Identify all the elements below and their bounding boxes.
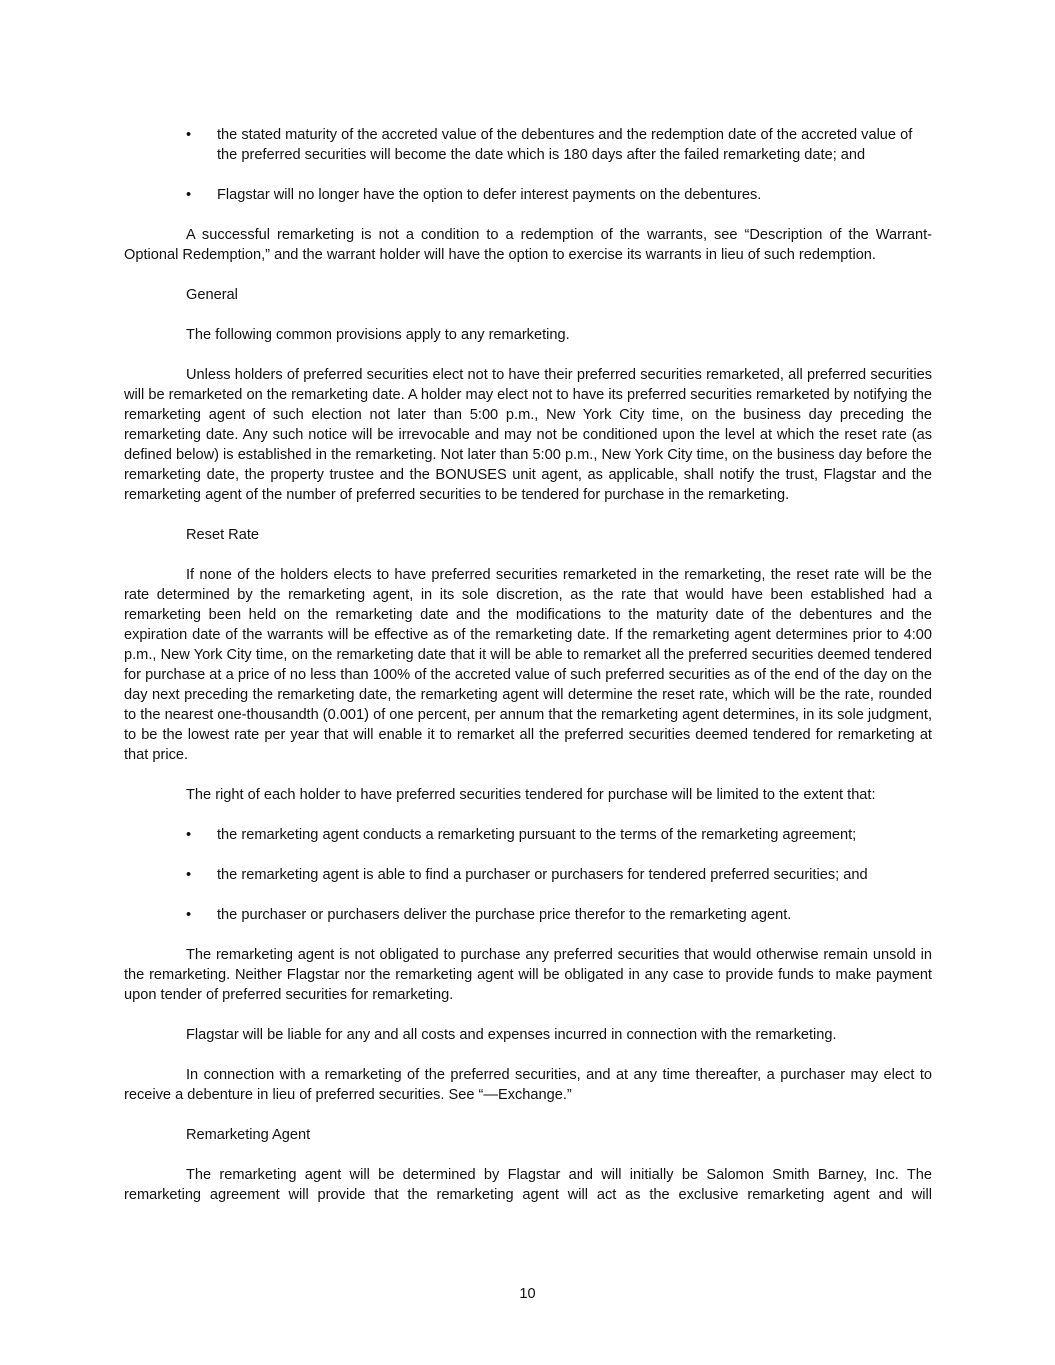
list-item: [124, 905, 932, 925]
paragraph-remarketing-agent: The remarketing agent will be determined by Flagstar and will initially be Salomon Smith Barney, Inc. The remarketing agreement will provide that the remarketing agent will act as the exclusive remarketing agent and will: [124, 1167, 932, 1203]
list-item-text: the stated maturity of the accreted value of the debentures and the redemption date of the accreted value of the preferred securities will become the date which is 180 days after the failed remarketing date; and: [217, 127, 913, 163]
bullet-icon: •: [186, 867, 192, 883]
paragraph-successful-remarketing: A successful remarketing is not a condition to a redemption of the warrants, see “Description of the Warrant-Optional Redemption,” and the warrant holder will have the option to exercise its warrants in lieu of such redemption.: [124, 227, 932, 263]
bullet-icon: •: [186, 907, 192, 923]
bullet-icon: •: [186, 127, 192, 143]
section-heading-general: General: [186, 287, 238, 303]
paragraph-in-connection: In connection with a remarketing of the preferred securities, and at any time thereafter, a purchaser may elect to receive a debenture in lieu of preferred securities. See “—Exchange.”: [124, 1067, 932, 1103]
list-item: [124, 825, 932, 845]
list-item-text: the remarketing agent conducts a remarketing pursuant to the terms of the remarketing agreement;: [217, 827, 857, 843]
document-page: [124, 125, 932, 1225]
page-number: 10: [519, 1286, 536, 1302]
bullet-icon: •: [186, 187, 192, 203]
section-heading-remarketing-agent: Remarketing Agent: [186, 1127, 311, 1143]
paragraph-common-provisions: The following common provisions apply to any remarketing.: [186, 327, 570, 343]
list-item-text: Flagstar will no longer have the option to defer interest payments on the debentures.: [217, 187, 762, 203]
paragraph-reset-rate: If none of the holders elects to have preferred securities remarketed in the remarketing, the reset rate will be the rate determined by the remarketing agent, in its sole discretion, as the rate that would have been established had a remarketing been held on the remarketing date and the modifications to the maturity date of the debentures and the expiration date of the warrants will be effective as of the remarketing date. If the remarketing agent determines prior to 4:00 p.m., New York City time, on the remarketing date that it will be able to remarket all the preferred securities deemed tendered for purchase at a price of no less than 100% of the accreted value of such preferred securities as of the end of the day on the day next preceding the remarketing date, the remarketing agent will determine the reset rate, which will be the rate, rounded to the nearest one-thousandth (0.001) of one percent, per annum that the remarketing agent determines, in its sole judgment, to be the lowest rate per year that will enable it to remarket all the preferred securities deemed tendered for remarketing at that price.: [124, 567, 933, 763]
section-heading-reset-rate: Reset Rate: [186, 527, 260, 543]
list-item: [124, 185, 932, 205]
paragraph-right-of-holder: The right of each holder to have preferred securities tendered for purchase will be limited to the extent that:: [186, 787, 876, 803]
paragraph-unless-holders: Unless holders of preferred securities elect not to have their preferred securities remarketed, all preferred securities will be remarketed on the remarketing date. A holder may elect not to have its preferred securities remarketed by notifying the remarketing agent of such election not later than 5:00 p.m., New York City time, on the business day preceding the remarketing date. Any such notice will be irrevocable and may not be conditioned upon the level at which the reset rate (as defined below) is established in the remarketing. Not later than 5:00 p.m., New York City time, on the business day before the remarketing date, the property trustee and the BONUSES unit agent, as applicable, shall notify the trust, Flagstar and the remarketing agent of the number of preferred securities to be tendered for purchase in the remarketing.: [124, 367, 932, 503]
list-item: [124, 865, 932, 885]
list-item-text: the remarketing agent is able to find a purchaser or purchasers for tendered preferred securities; and: [217, 867, 868, 883]
paragraph-liable: Flagstar will be liable for any and all costs and expenses incurred in connection with the remarketing.: [186, 1027, 837, 1043]
paragraph-not-obligated: The remarketing agent is not obligated to purchase any preferred securities that would otherwise remain unsold in the remarketing. Neither Flagstar nor the remarketing agent will be obligated in any case to provide funds to make payment upon tender of preferred securities for remarketing.: [124, 947, 932, 1003]
bullet-icon: •: [186, 827, 192, 843]
list-item: [124, 125, 932, 165]
list-item-text: the purchaser or purchasers deliver the purchase price therefor to the remarketing agent.: [217, 907, 792, 923]
